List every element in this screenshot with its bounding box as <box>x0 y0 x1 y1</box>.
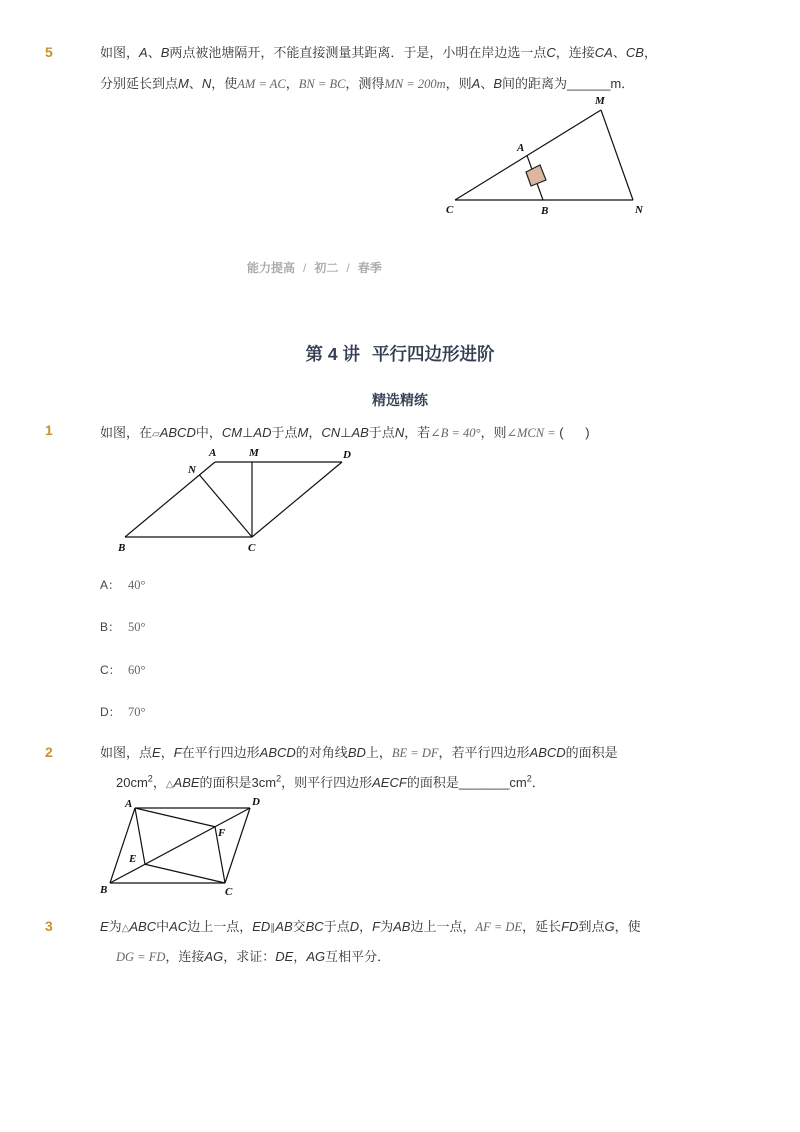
text-run: ，则平行四边形 <box>281 775 373 790</box>
math-variable: DE <box>275 949 294 964</box>
text-run: ，使 <box>614 919 641 934</box>
math-variable: AC <box>169 919 188 934</box>
math-variable: ABE <box>173 775 200 790</box>
point-label-c: C <box>225 886 233 898</box>
text-run: ， <box>308 425 322 440</box>
text-line <box>100 912 641 942</box>
math-expression: MN = 200m <box>384 77 446 91</box>
math-variable: M <box>297 425 309 440</box>
math-expression: DG = FD <box>116 950 166 964</box>
math-variable: E <box>152 745 161 760</box>
text-run: ，使 <box>211 76 238 91</box>
text-run: ( ) <box>555 425 590 440</box>
math-variable: CN <box>321 425 341 440</box>
text-run: ⊥ <box>340 425 352 440</box>
point-label-m: M <box>595 95 605 107</box>
text-run: ，若平行四边形 <box>438 745 530 760</box>
text-run: ， <box>643 45 657 60</box>
text-run: 中 <box>156 919 170 934</box>
math-variable: C <box>546 45 556 60</box>
math-variable: F <box>372 919 381 934</box>
math-variable: D <box>349 919 360 934</box>
point-label-b: B <box>100 884 108 896</box>
problem-number: 2 <box>45 744 53 760</box>
text-run: 为 <box>108 919 122 934</box>
math-variable: E <box>100 919 109 934</box>
text-run: 边上一点， <box>410 919 476 934</box>
option-letter: C： <box>100 663 121 677</box>
math-variable: CM <box>221 425 243 440</box>
text-run: ， <box>293 949 307 964</box>
math-variable: N <box>394 425 405 440</box>
problem-statement <box>100 912 641 972</box>
text-run: 于点 <box>368 425 395 440</box>
text-run: 在平行四边形 <box>181 745 260 760</box>
problem-number: 1 <box>45 422 53 438</box>
parallelogram-diagonal-figure <box>95 795 270 900</box>
text-run: 如图，点 <box>100 745 153 760</box>
point-label-a: A <box>517 142 525 154</box>
lecture-topic: 平行四边形进阶 <box>371 344 495 364</box>
text-run: 如图， <box>100 45 140 60</box>
text-line <box>100 768 618 798</box>
math-variable: G <box>604 919 615 934</box>
text-run: ， <box>359 919 373 934</box>
breadcrumb-separator: / <box>303 261 307 275</box>
math-variable: N <box>201 76 212 91</box>
text-run: ，延长 <box>522 919 562 934</box>
pond-triangle-figure <box>430 90 660 220</box>
math-variable: M <box>178 76 189 91</box>
math-variable: B <box>493 76 503 91</box>
segment-cn <box>200 475 253 537</box>
text-run: 两点被池塘隔开，不能直接测量其距离．于是，小明在岸边选一点 <box>169 45 547 60</box>
math-expression: BN = BC <box>298 77 346 91</box>
math-expression: AM = AC <box>237 77 286 91</box>
point-label-b: B <box>118 542 126 554</box>
text-run: ，若 <box>404 425 431 440</box>
point-label-c: C <box>446 204 454 216</box>
point-label-n: N <box>188 464 196 476</box>
math-symbol: ∥ <box>270 923 276 934</box>
math-symbol: ▱ <box>152 429 160 440</box>
text-run: 上， <box>365 745 392 760</box>
text-line <box>100 942 641 972</box>
point-label-f: F <box>218 827 226 839</box>
text-run: 于点 <box>271 425 298 440</box>
segment-dc <box>252 462 342 537</box>
text-run: 为 <box>380 919 394 934</box>
text-run: 20cm <box>116 775 148 790</box>
breadcrumb-separator: / <box>346 261 350 275</box>
lecture-title <box>0 344 800 364</box>
segment-af <box>135 808 215 827</box>
text-run: ，则 <box>445 76 472 91</box>
breadcrumb-grade: 初二 <box>314 261 339 275</box>
math-variable: ABC <box>129 919 157 934</box>
text-run: ， <box>285 76 299 91</box>
text-run: ． <box>531 775 545 790</box>
math-variable: ABCD <box>259 745 296 760</box>
point-label-b: B <box>541 205 549 217</box>
math-variable: A <box>139 45 148 60</box>
problem-number: 3 <box>45 918 53 934</box>
math-symbol: △ <box>165 779 174 790</box>
math-variable: AB <box>351 425 369 440</box>
breadcrumb-term: 春季 <box>357 261 382 275</box>
point-label-a: A <box>125 798 133 810</box>
point-label-a: A <box>209 447 217 459</box>
math-variable: ABCD <box>529 745 566 760</box>
math-variable: AD <box>253 425 272 440</box>
text-run: 、 <box>612 45 626 60</box>
superscript: 2 <box>147 773 153 784</box>
text-run: 的面积是_______cm <box>406 775 527 790</box>
point-label-d: D <box>343 449 351 461</box>
math-symbol: △ <box>121 923 130 934</box>
text-run: 交 <box>292 919 306 934</box>
math-expression: BE = DF <box>391 746 439 760</box>
segment-ab <box>125 462 215 537</box>
text-run: 的对角线 <box>295 745 348 760</box>
math-expression: AF = DE <box>475 920 523 934</box>
math-variable: FD <box>561 919 579 934</box>
point-label-d: D <box>252 796 260 808</box>
math-variable: BC <box>305 919 324 934</box>
text-line <box>100 37 657 68</box>
math-variable: CA <box>594 45 613 60</box>
option-value: 70° <box>128 705 146 719</box>
point-label-m: M <box>249 447 259 459</box>
math-variable: AB <box>275 919 293 934</box>
text-run: ， <box>152 775 166 790</box>
text-run: 边上一点， <box>187 919 253 934</box>
option-value: 50° <box>128 620 146 634</box>
text-run: ，求证： <box>223 949 276 964</box>
text-run: 互相平分． <box>325 949 391 964</box>
segment-ce <box>145 864 225 883</box>
math-expression: ∠B = 40° <box>430 426 481 440</box>
text-run: ，测得 <box>345 76 385 91</box>
text-run: 分别延长到点 <box>100 76 179 91</box>
section-subtitle: 精选精练 <box>372 392 428 408</box>
text-run: 、 <box>188 76 202 91</box>
point-label-e: E <box>129 853 137 865</box>
text-run: 如图，在 <box>100 425 153 440</box>
option-value: 60° <box>128 663 146 677</box>
breadcrumb <box>247 260 382 276</box>
superscript: 2 <box>526 773 532 784</box>
answer-option-a <box>100 577 146 593</box>
point-label-c: C <box>248 542 256 554</box>
problem-number: 5 <box>45 44 53 60</box>
option-letter: B： <box>100 620 121 634</box>
option-letter: D： <box>100 705 121 719</box>
text-run: ⊥ <box>242 425 254 440</box>
math-variable: AECF <box>372 775 407 790</box>
segment-cm <box>455 110 601 200</box>
text-run: 的面积是 <box>565 745 618 760</box>
parallelogram-figure <box>110 440 370 555</box>
breadcrumb-category: 能力提高 <box>247 261 296 275</box>
text-run: 的面积是3cm <box>199 775 277 790</box>
math-variable: ED <box>252 919 271 934</box>
math-variable: AB <box>393 919 411 934</box>
math-variable: A <box>471 76 481 91</box>
pond-shape <box>526 165 546 186</box>
segment-ea <box>135 808 145 864</box>
segment-mn <box>601 110 633 200</box>
lecture-number: 第 4 讲 <box>305 344 360 364</box>
math-variable: F <box>173 745 182 760</box>
text-run: 于点 <box>323 919 350 934</box>
text-run: 、 <box>147 45 161 60</box>
text-run: ，则 <box>480 425 507 440</box>
answer-option-b <box>100 619 146 635</box>
math-expression: ∠MCN = <box>506 426 556 440</box>
text-run: 到点 <box>578 919 605 934</box>
math-variable: CB <box>625 45 644 60</box>
problem-statement <box>100 738 618 798</box>
superscript: 2 <box>276 773 282 784</box>
math-variable: BD <box>347 745 366 760</box>
math-variable: ABCD <box>159 425 196 440</box>
point-label-n: N <box>635 204 643 216</box>
text-line <box>100 738 618 768</box>
text-run: ，连接 <box>165 949 205 964</box>
text-run: 中， <box>195 425 222 440</box>
text-run: ，连接 <box>555 45 595 60</box>
answer-option-d <box>100 704 146 720</box>
math-variable: AG <box>204 949 224 964</box>
option-value: 40° <box>128 578 146 592</box>
option-letter: A： <box>100 578 121 592</box>
answer-option-c <box>100 662 146 678</box>
text-run: 间的距离为______m． <box>502 76 635 91</box>
text-run: ， <box>160 745 174 760</box>
math-variable: AG <box>306 949 326 964</box>
math-variable: B <box>160 45 170 60</box>
text-run: 、 <box>480 76 494 91</box>
